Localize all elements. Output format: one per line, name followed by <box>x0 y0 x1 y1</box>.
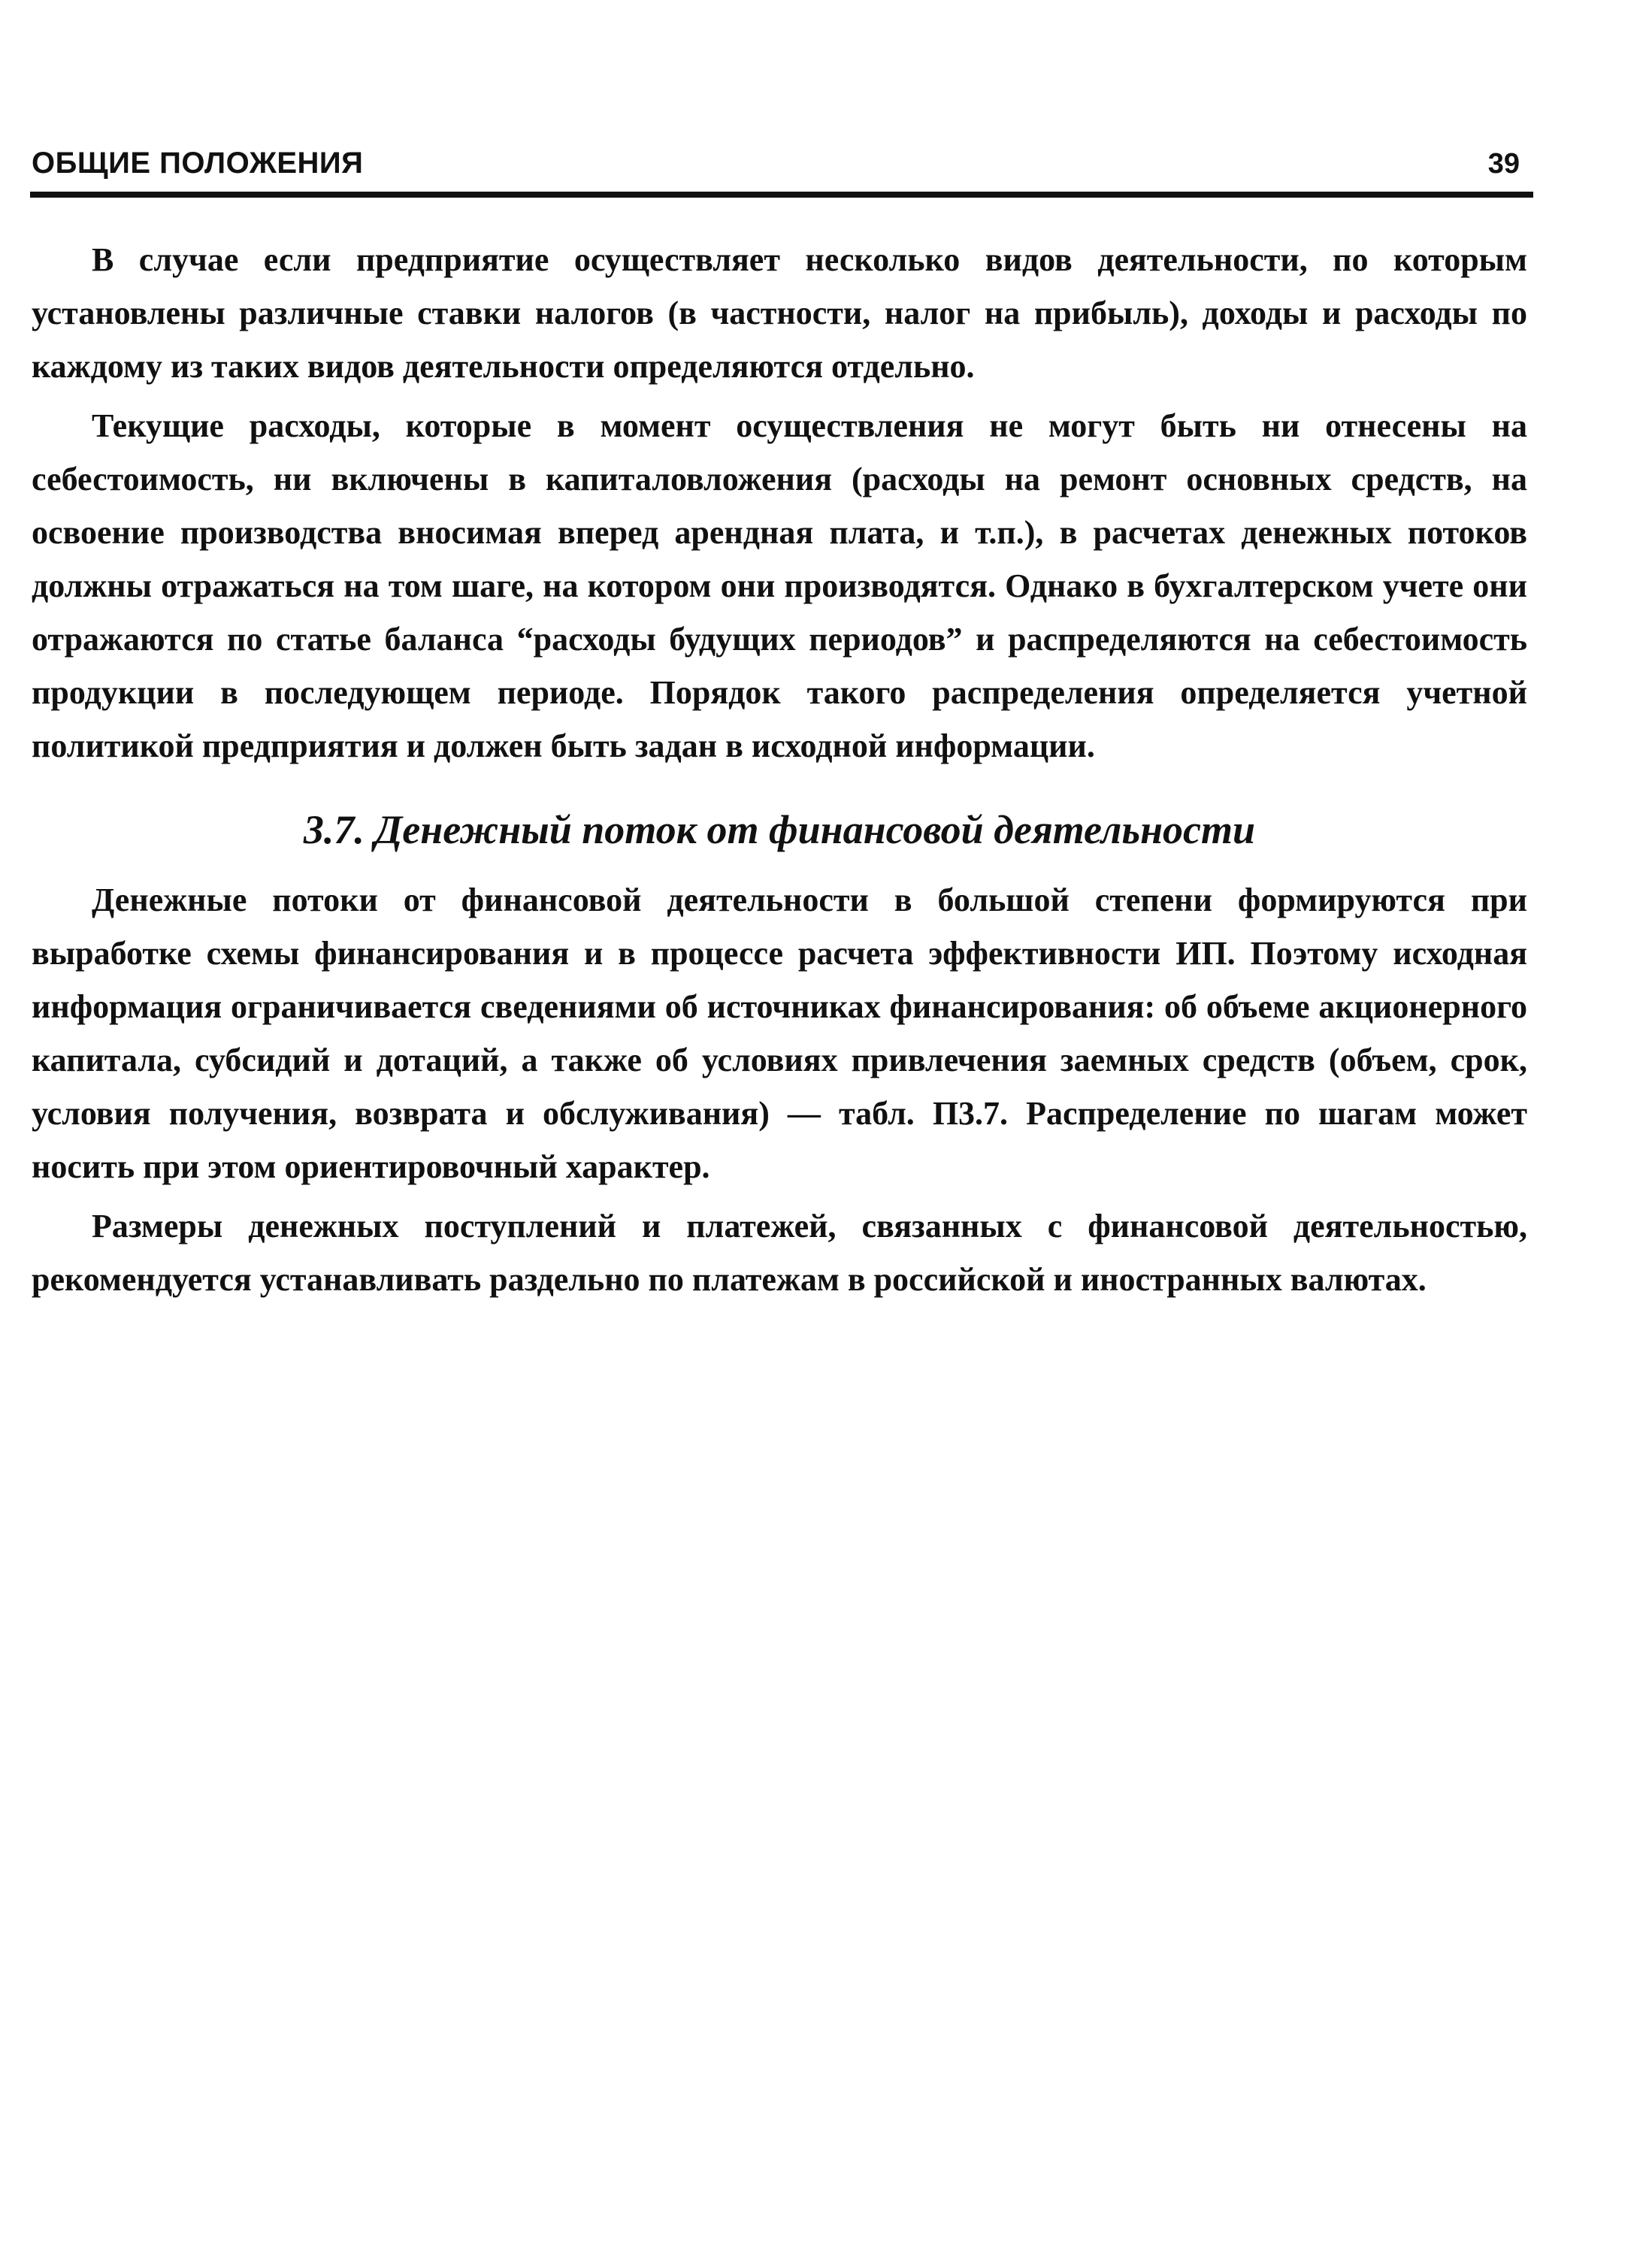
running-header-title: ОБЩИЕ ПОЛОЖЕНИЯ <box>32 147 364 180</box>
paragraph-current-expenses: Текущие расходы, которые в момент осуществления не могут быть ни отнесены на себестоимость, ни включены в капиталовложения (расходы на ремонт основных средств, на освоение производства вносимая вперед арендная плата, и т.п.), в расчетах денежных потоков должны отражаться на том шаге, на котором они производятся. Однако в бухгалтерском учете они отражаются по статье баланса “расходы будущих периодов” и распределяются на себестоимость продукции в последующем периоде. Порядок такого распределения определяется учетной политикой предприятия и должен быть задан в исходной информации. <box>32 407 1527 764</box>
running-header <box>32 147 1527 192</box>
body-text <box>32 233 1527 1312</box>
page-number: 39 <box>1487 148 1520 180</box>
header-rule <box>30 192 1533 198</box>
section-heading: 3.7. Денежный поток от финансовой деятельности <box>303 807 1256 852</box>
paragraph-activity-types: В случае если предприятие осуществляет несколько видов деятельности, по которым установлены различные ставки налогов (в частности, налог на прибыль), доходы и расходы по каждому из таких видов деятельности определяются отдельно. <box>32 241 1527 385</box>
paragraph-currency-payments: Размеры денежных поступлений и платежей, связанных с финансовой деятельностью, рекомендуется устанавливать раздельно по платежам в российской и иностранных валютах. <box>32 1208 1527 1298</box>
paragraph-financial-flows: Денежные потоки от финансовой деятельности в большой степени формируются при выработке схемы финансирования и в процессе расчета эффективности ИП. Поэтому исходная информация ограничивается сведениями об источниках финансирования: об объеме акционерного капитала, субсидий и дотаций, а также об условиях привлечения заемных средств (объем, срок, условия получения, возврата и обслуживания) — табл. П3.7. Распределение по шагам может носить при этом ориентировочный характер. <box>32 882 1527 1185</box>
